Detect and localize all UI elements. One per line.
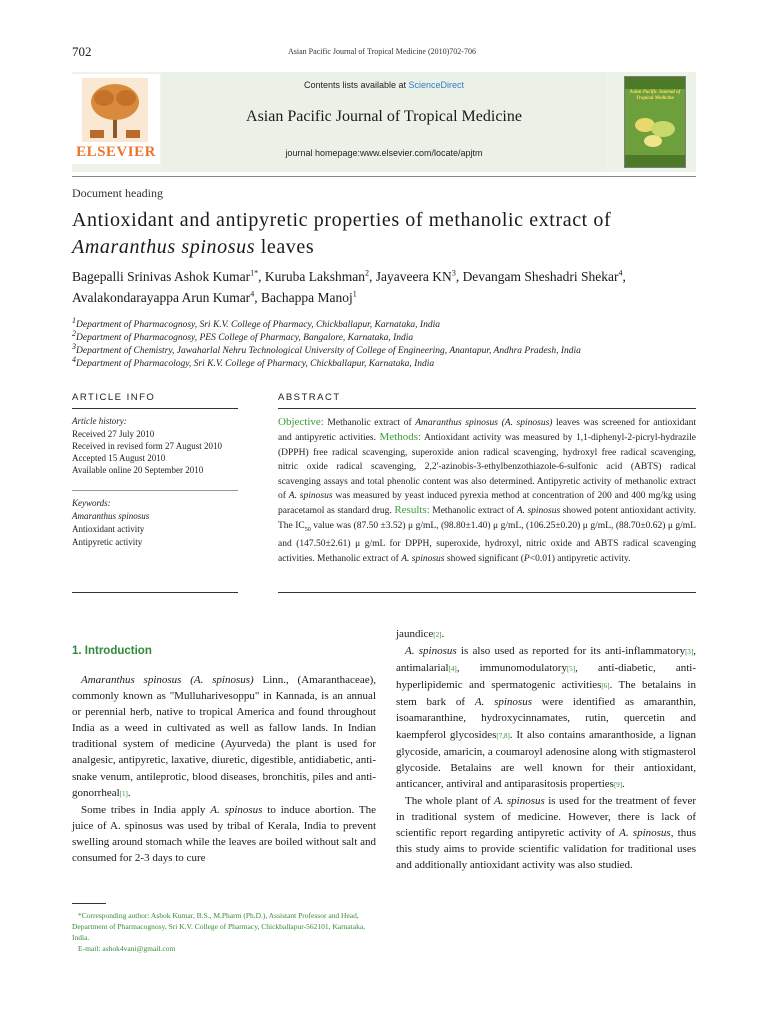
citation-ref[interactable]: [7,8] — [496, 731, 510, 740]
body-text: . — [127, 786, 131, 799]
history-item: Received in revised form 27 August 2010 — [72, 441, 222, 451]
abstract-text: Methanolic extract of — [429, 506, 517, 517]
affiliation-sup: 3 — [72, 341, 76, 351]
author-name[interactable]: Bagepalli Srinivas Ashok Kumar — [72, 269, 251, 284]
citation-ref[interactable]: [5] — [566, 665, 576, 674]
cover-map-icon — [631, 111, 679, 151]
body-italic: A. spinosus — [405, 645, 457, 658]
keyword-item: Antioxidant activity — [72, 524, 145, 534]
affiliation — [72, 341, 581, 356]
body-italic: Amaranthus spinosus (A. spinosus) — [81, 674, 254, 686]
elsevier-tree-icon — [82, 78, 148, 142]
journal-cover-image[interactable] — [624, 76, 686, 168]
paragraph — [72, 672, 376, 802]
author-name[interactable]: Avalakondarayappa Arun Kumar — [72, 290, 251, 305]
author-name[interactable]: Jayaveera KN — [375, 269, 452, 284]
paragraph — [396, 643, 696, 793]
keyword-item: Antipyretic activity — [72, 537, 143, 547]
citation-ref[interactable]: [9] — [613, 780, 623, 789]
elsevier-logo[interactable] — [72, 74, 160, 164]
contents-prefix: Contents lists available at — [303, 80, 409, 90]
author-sep: , — [368, 269, 376, 284]
paragraph — [396, 793, 696, 873]
abstract-text: showed potent antioxidant activity. The IC — [278, 506, 696, 531]
footnote-text: *Corresponding author: Ashok Kumar, B.S., M.Pharm (Ph.D.), Assistant Professor and Head, Department of Pharmacognosy, Sri K.V. College of Pharmacy, Chickballapur-562101, Karnataka, India. — [72, 911, 366, 942]
results-label: Results: — [394, 504, 430, 517]
abstract-text: was measured by yeast induced pyrexia method at concentration of 200 and 400 mg/kg using paracetamol as standard drug. — [278, 491, 696, 517]
abstract-subscript: 50 — [304, 526, 311, 533]
body-text: , immunomodulatory — [456, 662, 567, 675]
body-text: Some tribes in India apply — [81, 803, 211, 816]
author-sup: 1* — [250, 268, 259, 278]
affiliation-text: Department of Chemistry, Jawaharlal Nehru Technological University of College of Engineering, Anantapur, Andhra Pradesh, India — [76, 346, 581, 356]
publisher-name: ELSEVIER — [76, 144, 156, 160]
author-sup: 1 — [352, 289, 357, 299]
abstract-text: <0.01) antipyretic activity. — [529, 553, 631, 564]
body-text: , anti-diabetic, anti-hyperlipidemic and spermatogenic activities — [396, 662, 696, 692]
keywords-label: Keywords: — [72, 498, 111, 508]
article-title — [72, 207, 702, 261]
affiliation — [72, 354, 435, 369]
corresponding-author-footnote — [72, 910, 376, 954]
abstract-text: Methanolic extract of — [323, 418, 416, 428]
affiliation — [72, 315, 440, 330]
body-text: is also used as reported for its anti-inflammatory — [456, 645, 686, 658]
cover-top-band — [625, 77, 685, 89]
document-heading: Document heading — [72, 186, 163, 200]
author-sup: 4 — [618, 268, 623, 278]
title-main: Antioxidant and antipyretic properties of methanolic extract of — [72, 209, 612, 231]
cover-bottom-band — [625, 155, 685, 167]
body-text: . The betalains in stem bark of — [396, 679, 696, 709]
citation-ref[interactable]: [6] — [601, 682, 610, 691]
abstract-bottom-rule — [278, 592, 696, 593]
history-label: Article history: — [72, 416, 127, 426]
section-heading: 1. Introduction — [72, 645, 152, 657]
abstract-text: showed significant ( — [444, 553, 524, 564]
author-sep: , — [258, 269, 265, 284]
citation-ref[interactable]: [1] — [119, 789, 128, 798]
body-italic: A. spinosus — [493, 794, 545, 807]
banner-center — [162, 72, 606, 172]
intro-right-column — [396, 626, 696, 873]
affiliation — [72, 328, 414, 343]
footnote-rule — [72, 903, 106, 904]
article-info-rule — [72, 408, 238, 409]
affiliation-sup: 4 — [72, 354, 76, 364]
author-sup: 2 — [364, 268, 369, 278]
citation-ref[interactable]: [2] — [433, 631, 442, 639]
article-info-bottom-rule — [72, 592, 238, 593]
intro-left-column — [72, 672, 376, 866]
abstract-heading: ABSTRACT — [278, 392, 341, 403]
author-sep: , — [622, 269, 626, 284]
objective-label: Objective: — [278, 416, 324, 428]
body-italic: A. spinosus — [474, 696, 532, 709]
title-end: leaves — [255, 236, 315, 258]
affiliation-text: Department of Pharmacology, Sri K.V. College of Pharmacy, Chickballapur, Karnataka, India — [76, 359, 435, 369]
article-info-divider — [72, 490, 238, 491]
affiliation-sup: 1 — [72, 315, 76, 325]
body-italic: A. spinosus — [619, 827, 671, 840]
author-name[interactable]: Kuruba Lakshman — [264, 269, 365, 284]
article-info-heading: ARTICLE INFO — [72, 392, 156, 403]
journal-homepage[interactable]: journal homepage:www.elsevier.com/locate/apjtm — [285, 148, 483, 158]
affiliation-sup: 2 — [72, 328, 76, 338]
history-item: Available online 20 September 2010 — [72, 465, 204, 475]
body-text: is used for the treatment of fever in traditional system of medicine. However, there is lack of scientific report regarding antipyretic activity of — [396, 794, 696, 840]
abstract-italic: P — [523, 553, 530, 564]
running-head: Asian Pacific Journal of Tropical Medicine (2010)702-706 — [288, 47, 476, 56]
body-text: . It also contains amaranthoside, a lignan glycoside, amaricin, a coumaroyl adenosine along with stigmasterol glycoside. Betalains are well known for their antioxidant, anticancer, antiviral and antiparasitosis properties — [396, 728, 696, 790]
abstract-text: leaves was screened for antioxidant and antipyretic activities. — [278, 418, 696, 444]
author-sep: , — [455, 269, 463, 284]
author-name[interactable]: Devangam Sheshadri Shekar — [462, 269, 619, 284]
keyword-item: Amaranthus spinosus — [72, 511, 150, 521]
abstract-text: value was (87.50 ±3.52) μ g/mL, (98.80±1.40) μ g/mL, (106.25±0.20) μ g/mL, (88.70±0.62) μ g/mL and (147.50±2.61) μ g/mL for DPPH, superoxide, hydroxyl, nitric oxide and ABTS radical scavenging activities. Methanolic extract of — [278, 520, 696, 564]
abstract-italic: A. spinosus — [401, 553, 445, 564]
body-text: Linn., (Amaranthaceae), commonly known as "Mulluharivesoppu" in Kannada, is an annual or perennial herb, native to tropical America and found throughout India as a weed in cultivated as well as fallow lands. In Indian traditional system of medicine (Ayurveda) the plant is used for analgesic, antipyretic, laxative, diuretic, digestible, antidiabetic, anti-snake venum, antileprotic, blood diseases, bronchitis, piles and anti-gonorrheal — [72, 674, 377, 799]
citation-ref[interactable]: [4] — [448, 665, 457, 674]
contents-line — [162, 80, 606, 90]
author-sup: 4 — [250, 289, 255, 299]
body-text: to induce abortion. The juice of A. spinosus was used by tribal of Kerala, India to prevent swelling around stomach while the leaves are boiled without salt and consumed for 2-3 days to cure — [72, 803, 376, 865]
abstract-italic: A. spinosus — [288, 491, 333, 502]
paragraph — [396, 626, 696, 643]
body-text: The whole plant of — [405, 794, 494, 807]
author-list — [72, 266, 704, 308]
citation-ref[interactable]: [3] — [685, 648, 694, 657]
page-number: 702 — [72, 44, 92, 59]
journal-title: Asian Pacific Journal of Tropical Medicine — [246, 108, 522, 125]
author-sup: 3 — [451, 268, 456, 278]
body-text: , antimalarial — [396, 645, 696, 675]
abstract-body — [278, 415, 696, 566]
abstract-italic: Amaranthus spinosus (A. spinosus) — [415, 418, 553, 428]
body-italic: A. spinosus — [210, 803, 263, 816]
body-text: . — [622, 777, 625, 790]
body-text: jaundice — [396, 628, 434, 640]
abstract-italic: A. spinosus — [516, 506, 561, 517]
history-item: Accepted 15 August 2010 — [72, 453, 166, 463]
body-text: were identified as amaranthin, isoamaranthine, hydroxycinnamates, rutin, quercetin and kaempferol glycosides — [396, 696, 697, 741]
sciencedirect-link[interactable]: ScienceDirect — [408, 80, 465, 90]
cover-title: Asian Pacific Journal of Tropical Medicine — [629, 90, 681, 101]
abstract-text: Antioxidant activity was measured by 1,1-diphenyl-2-picryl-hydrazile (DPPH) free radical scavenging, superoxide anion radical scavenging, hydroxyl free radical scavenging, nitric oxide radical scavenging, 2,2'-azinobis-3-ethylbenzothiazole-6-sulfonic acid (ABTS) radical scavenging assays and total phenolic content was also determined. Antipyretic activity of methanolic extract of — [278, 433, 696, 502]
author-sep: , — [254, 290, 261, 305]
banner-rule — [72, 176, 696, 177]
methods-label: Methods: — [379, 431, 422, 444]
footnote-email[interactable]: E-mail: ashok4vani@gmail.com — [78, 944, 176, 953]
affiliation-text: Department of Pharmacognosy, Sri K.V. College of Pharmacy, Chickballapur, Karnataka, India — [76, 320, 440, 330]
author-name[interactable]: Bachappa Manoj — [260, 290, 353, 305]
history-item: Received 27 July 2010 — [72, 429, 155, 439]
affiliation-text: Department of Pharmacognosy, PES College of Pharmacy, Bangalore, Karnataka, India — [76, 333, 414, 343]
paragraph — [72, 802, 376, 866]
title-italic: Amaranthus spinosus — [72, 236, 256, 258]
body-text: . — [441, 628, 445, 640]
body-text: , thus this study aims to provide scientific validation for traditional uses and additionally antioxidant activity was also studied. — [396, 827, 696, 872]
abstract-rule — [278, 408, 696, 409]
